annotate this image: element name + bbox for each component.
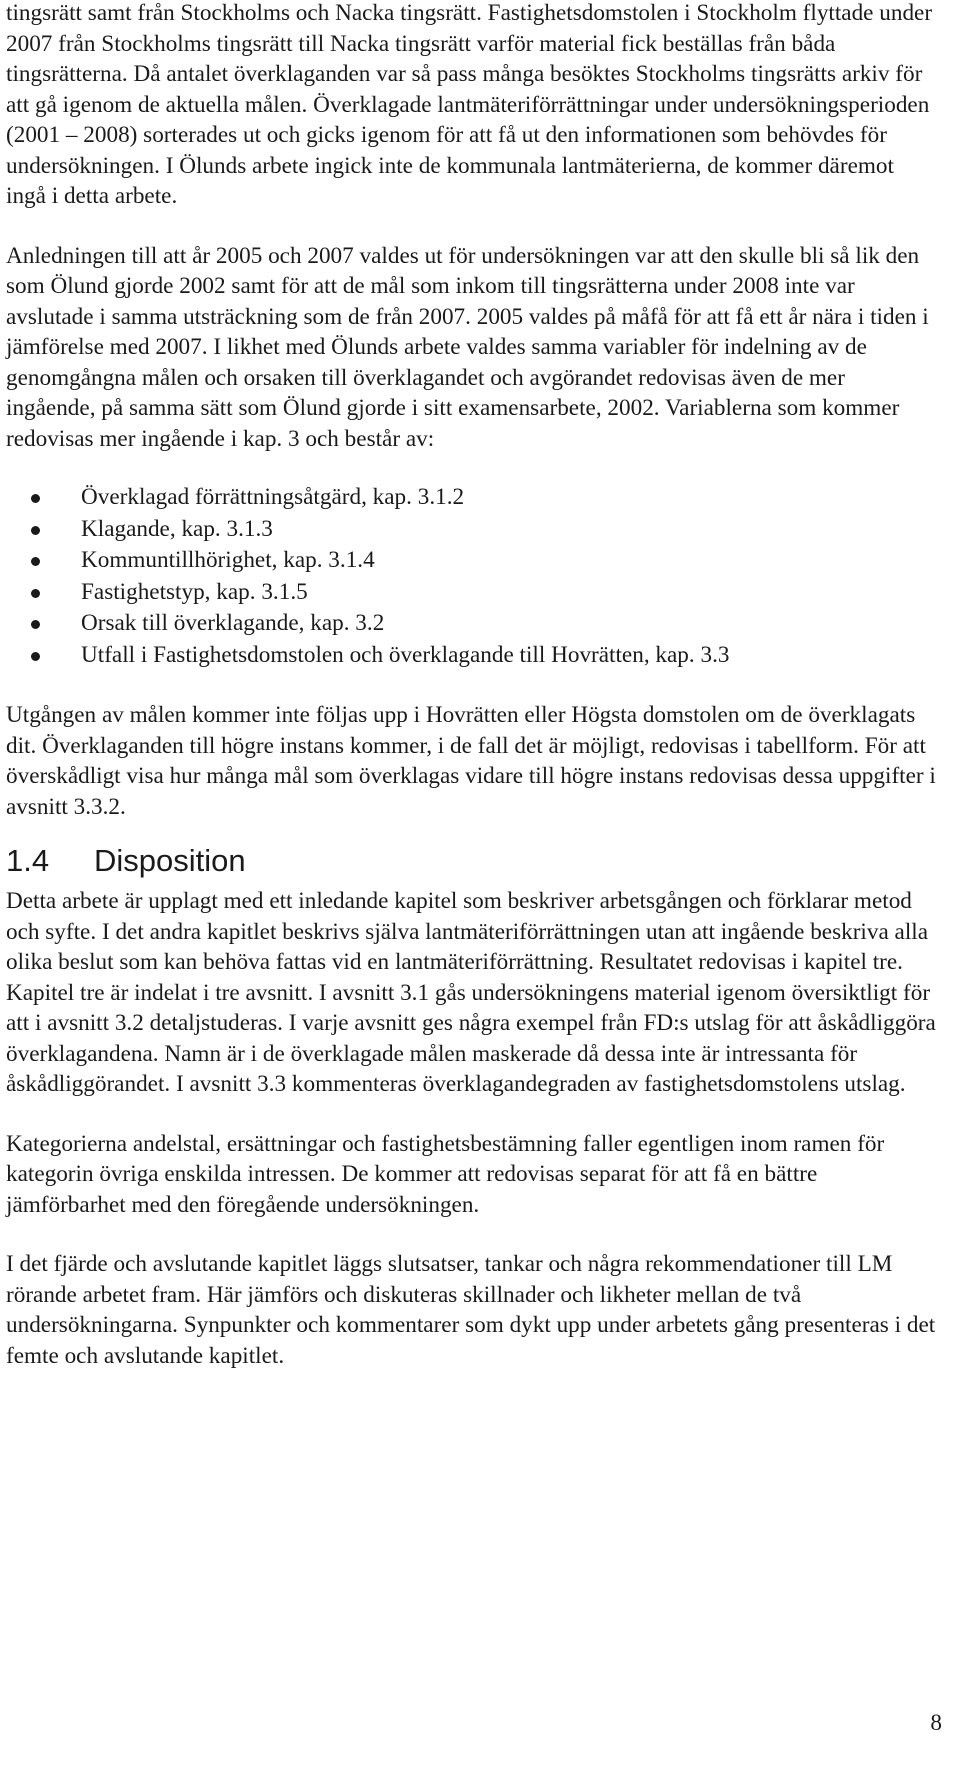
list-item	[6, 514, 936, 546]
section-heading	[6, 841, 936, 881]
list-item-text: Överklagad förrättningsåtgärd, kap. 3.1.2	[81, 484, 465, 510]
variables-list	[6, 482, 936, 671]
list-item-text: Orsak till överklagande, kap. 3.2	[81, 610, 385, 636]
list-item-text: Kommuntillhörighet, kap. 3.1.4	[81, 547, 375, 573]
bullet-icon	[31, 589, 40, 598]
paragraph-method-material: tingsrätt samt från Stockholms och Nacka tingsrätt. Fastighetsdomstolen i Stockholm flyttade under 2007 från Stockholms tingsrätt till Nacka tingsrätt varför material fick beställas från båda tingsrätterna. Då antalet överklaganden var så pass många besöktes Stockholms tingsrätts arkiv för att gå igenom de aktuella målen. Överklagade lantmäteriförrättningar under undersökningsperioden (2001 – 2008) sorterades ut och gicks igenom för att få ut den informationen som behövdes för undersökningen. I Ölunds arbete ingick inte de kommunala lantmäterierna, de kommer däremot ingå i detta arbete.	[6, 0, 933, 209]
list-item-text: Fastighetstyp, kap. 3.1.5	[81, 578, 308, 605]
bullet-icon	[31, 620, 40, 629]
paragraph-appeal-outcome: Utgången av målen kommer inte följas upp i Hovrätten eller Högsta domstolen om de överklagats dit. Överklaganden till högre instans kommer, i de fall det är möjligt, redovisas i tabellform. För att överskådligt visa hur många mål som överklagas vidare till högre instans redovisas dessa uppgifter i avsnitt 3.3.2.	[6, 702, 936, 820]
list-item	[6, 577, 936, 609]
document-page	[6, 0, 936, 1371]
list-spacer	[6, 454, 936, 482]
list-item-text: Utfall i Fastighetsdomstolen och överklagande till Hovrätten, kap. 3.3	[81, 641, 730, 668]
paragraph-spacer	[6, 1100, 936, 1129]
section-number: 1.4	[6, 843, 50, 878]
paragraph-spacer	[6, 1220, 936, 1249]
paragraph-spacer	[6, 671, 936, 700]
bullet-icon	[31, 557, 40, 566]
list-item	[6, 482, 936, 514]
bullet-icon	[31, 526, 40, 535]
list-item-text: Klagande, kap. 3.1.3	[81, 515, 273, 542]
paragraph-categories: Kategorierna andelstal, ersättningar och fastighetsbestämning faller egentligen inom ramen för kategorin övriga enskilda intressen. De kommer att redovisas separat för att få en bättre jämförbarhet med den föregående undersökningen.	[6, 1130, 885, 1218]
section-title: Disposition	[94, 843, 246, 878]
list-item	[6, 640, 936, 672]
paragraph-conclusions: I det fjärde och avslutande kapitlet läggs slutsatser, tankar och några rekommendationer till LM rörande arbetet fram. Här jämförs och diskuteras skillnader och likheter mellan de två undersökningarna. Synpunkter och kommentarer som dykt upp under arbetets gång presenteras i det femte och avslutande kapitlet.	[6, 1251, 936, 1369]
bullet-icon	[31, 652, 40, 661]
list-item	[6, 545, 936, 577]
paragraph-spacer	[6, 212, 936, 241]
list-item	[6, 608, 936, 640]
bullet-icon	[31, 494, 40, 503]
paragraph-disposition: Detta arbete är upplagt med ett inledande kapitel som beskriver arbetsgången och förklarar metod och syfte. I det andra kapitlet beskrivs själva lantmäteriförrättningen utan att ingående beskriva alla olika beslut som kan behöva fattas vid en lantmäteriförrättning. Resultatet redovisas i kapitel tre. Kapitel tre är indelat i tre avsnitt. I avsnitt 3.1 gås undersökningens material igenom översiktligt för att i avsnitt 3.2 detaljstuderas. I varje avsnitt ges några exempel från FD:s utslag för att åskådliggöra överklagandena. Namn är i de överklagade målen maskerade då dessa inte är intressanta för åskådliggörandet. I avsnitt 3.3 kommenteras överklagandegraden av fastighetsdomstolens utslag.	[6, 888, 936, 1097]
heading-spacer	[6, 822, 936, 841]
page-number: 8	[930, 1710, 942, 1736]
paragraph-selection-years: Anledningen till att år 2005 och 2007 valdes ut för undersökningen var att den skulle bli så lik den som Ölund gjorde 2002 samt för att de mål som inkom till tingsrätterna under 2008 inte var avslutade i samma utsträckning som de från 2007. 2005 valdes på måfå för att få ett år nära i tiden i jämförelse med 2007. I likhet med Ölunds arbete valdes samma variabler för indelning av de genomgångna målen och orsaken till överklagandet och avgörandet redovisas även de mer ingående, på samma sätt som Ölund gjorde i sitt examensarbete, 2002. Variablerna som kommer redovisas mer ingående i kap. 3 och består av:	[6, 242, 929, 452]
